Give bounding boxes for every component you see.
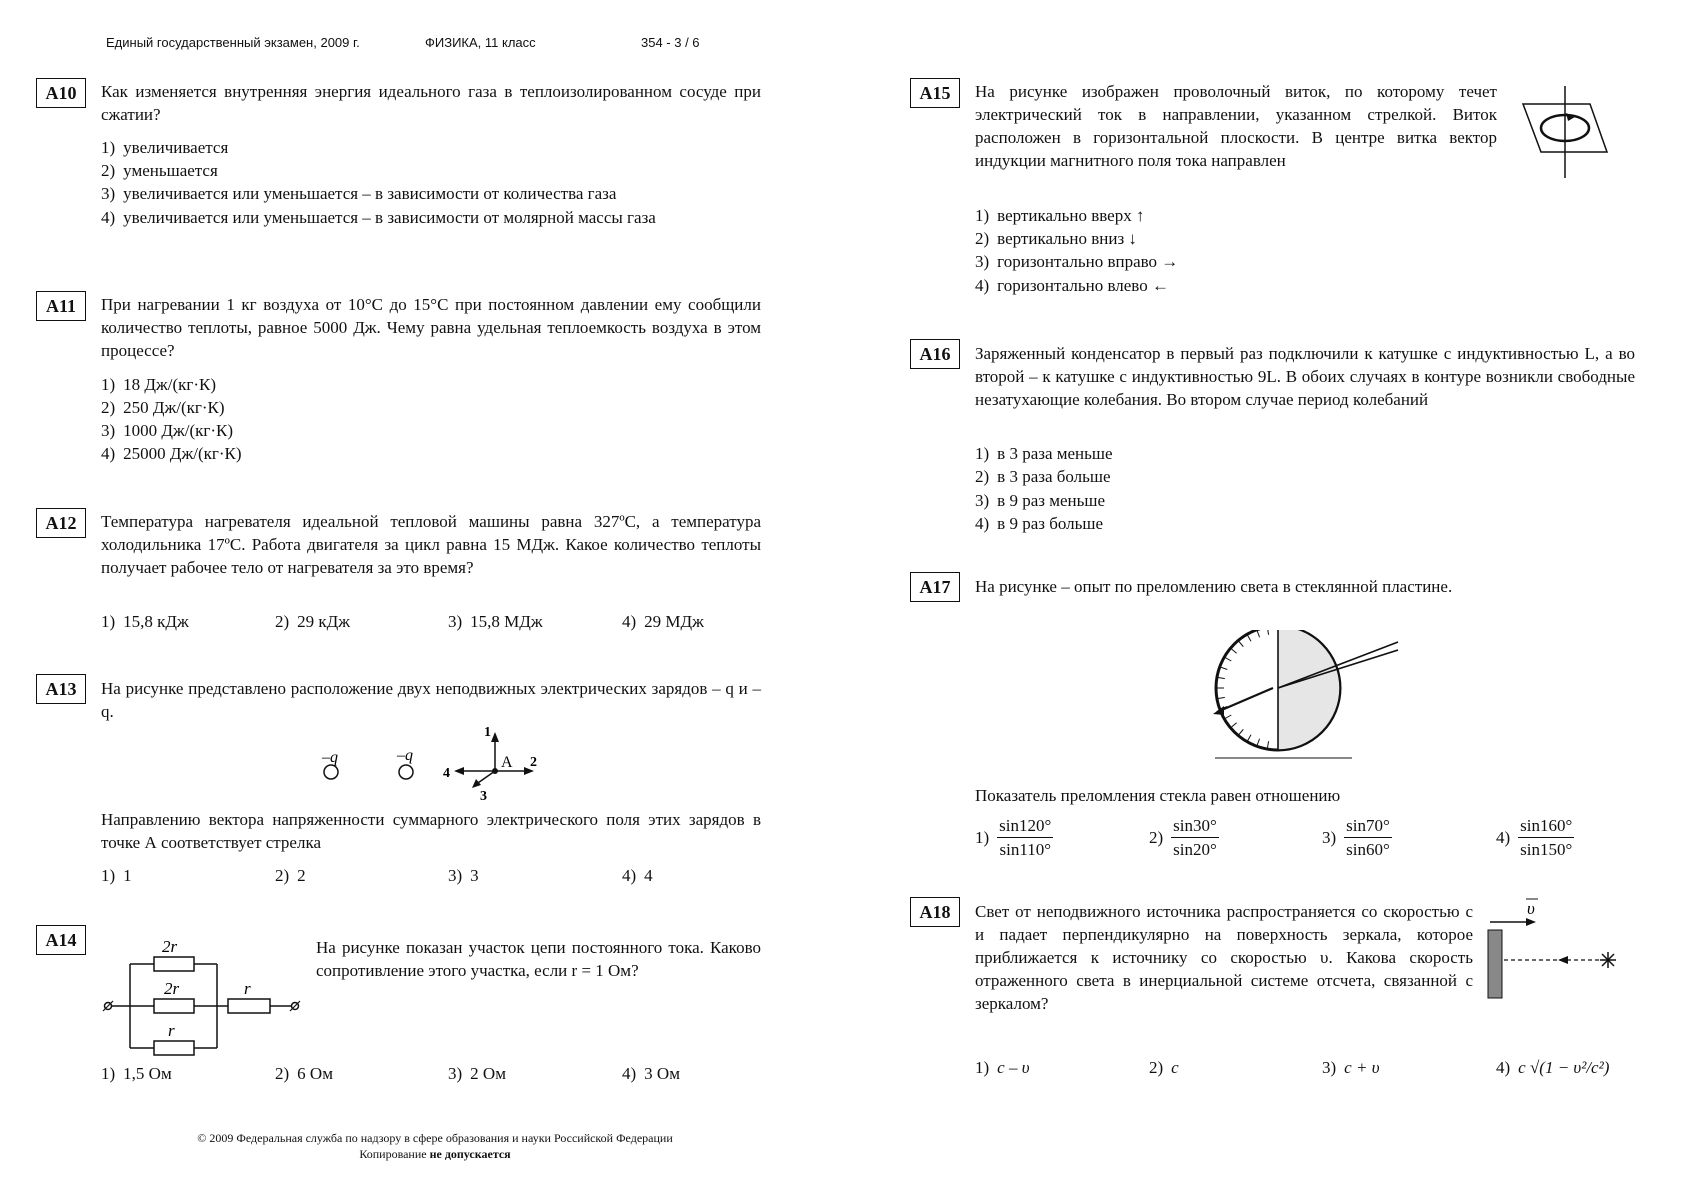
- light-source-icon: [1600, 952, 1616, 968]
- option-a10-3[interactable]: 3) увеличивается или уменьшается – в зависимости от количества газа: [101, 184, 617, 203]
- header-exam: Единый государственный экзамен, 2009 г.: [106, 35, 360, 50]
- header-subject: ФИЗИКА, 11 класс: [425, 35, 536, 50]
- option-a15-4[interactable]: 4) горизонтально влево ←: [975, 276, 1169, 295]
- footer-copy-notice: Копирование не допускается: [359, 1147, 511, 1161]
- resistor-2r-top: [154, 957, 194, 971]
- question-label-a14: A14: [36, 925, 86, 955]
- option-a12-4[interactable]: 4) 29 МДж: [622, 612, 704, 631]
- arrow-label-4: 4: [443, 766, 450, 781]
- question-text-a18: Свет от неподвижного источника распространяется со скоростью c и падает перпендикулярно на поверхность зеркала, которое приближается к источнику со скоростью υ. Какова скорость отраженного света в инерциальной системе отсчета, связанной с зеркалом?: [975, 902, 1473, 1013]
- option-a16-2[interactable]: 2) в 3 раза больше: [975, 467, 1111, 486]
- option-a13-3[interactable]: 3) 3: [448, 866, 479, 885]
- option-a16-3[interactable]: 3) в 9 раз меньше: [975, 491, 1105, 510]
- footer-copyright: © 2009 Федеральная служба по надзору в сфере образования и науки Российской Федерации: [197, 1131, 673, 1145]
- option-a14-4[interactable]: 4) 3 Ом: [622, 1064, 680, 1083]
- question-label-a16: A16: [910, 339, 960, 369]
- option-a17-2[interactable]: 2) $\frac{\sin 30^\circ}{\sin 20^\circ}$: [1149, 816, 1217, 859]
- question-text-a12: Температура нагревателя идеальной тепловой машины равна 327ºС, а температура холодильника 17ºС. Работа двигателя за цикл равна 15 МДж. Какое количество теплоты получает рабочее тело от нагревателя за это время?: [101, 512, 761, 577]
- charge-1-icon: [324, 765, 338, 779]
- question-label-a12: A12: [36, 508, 86, 538]
- option-a12-1[interactable]: 1) 15,8 кДж: [101, 612, 189, 631]
- velocity-label: υ: [1527, 899, 1535, 918]
- question-text-a11: При нагревании 1 кг воздуха от 10°С до 15°С при постоянном давлении ему сообщили количество теплоты, равное 5000 Дж. Чему равна удельная теплоемкость воздуха в этом процессе?: [101, 295, 761, 360]
- charges-figure: [310, 722, 550, 802]
- charge-2-icon: [399, 765, 413, 779]
- protractor-tick: [1257, 739, 1260, 747]
- mirror-icon: [1488, 930, 1502, 998]
- arrow-label-1: 1: [484, 725, 491, 740]
- protractor-tick: [1231, 723, 1237, 728]
- option-a15-1[interactable]: 1) вертикально вверх ↑: [975, 206, 1145, 225]
- question-text-a13: На рисунке представлено расположение двух неподвижных электрических зарядов – q и – q.: [101, 679, 761, 721]
- option-a18-4[interactable]: 4) c √(1 − υ²/c²): [1496, 1058, 1610, 1077]
- protractor-tick: [1224, 657, 1231, 661]
- question-text2-a17: Показатель преломления стекла равен отношению: [975, 786, 1341, 805]
- protractor-tick: [1247, 735, 1251, 742]
- option-a11-3[interactable]: 3) 1000 Дж/(кг·К): [101, 421, 234, 440]
- question-text-a16: Заряженный конденсатор в первый раз подключили к катушке с индуктивностью L, а во второй – к катушке с индуктивностью 9L. В обоих случаях в контуре возникли свободные незатухающие колебания. Во втором случае период колебаний: [975, 344, 1635, 409]
- coil-figure: [1515, 82, 1615, 182]
- arrow-up-icon: [491, 732, 499, 742]
- question-text-a17: На рисунке – опыт по преломлению света в стеклянной пластине.: [975, 577, 1453, 596]
- label-r2: 2r: [164, 979, 180, 998]
- option-a10-4[interactable]: 4) увеличивается или уменьшается – в зависимости от молярной массы газа: [101, 208, 656, 227]
- option-a13-4[interactable]: 4) 4: [622, 866, 653, 885]
- question-label-a13: A13: [36, 674, 86, 704]
- question-label-a10: A10: [36, 78, 86, 108]
- velocity-arrow-icon: [1526, 918, 1536, 926]
- option-a15-2[interactable]: 2) вертикально вниз ↓: [975, 229, 1137, 248]
- charge-2-label: –q: [397, 747, 413, 764]
- protractor-tick: [1220, 667, 1228, 670]
- protractor-tick: [1224, 715, 1231, 719]
- question-label-a15: A15: [910, 78, 960, 108]
- arrow-left-icon: [454, 767, 464, 775]
- arrow-label-2: 2: [530, 755, 537, 770]
- point-a-label: A: [501, 754, 513, 771]
- option-a16-4[interactable]: 4) в 9 раз больше: [975, 514, 1104, 533]
- option-a17-1[interactable]: 1) $\frac{\sin 120^\circ}{\sin 110^\circ}$: [975, 816, 1052, 859]
- option-a14-1[interactable]: 1) 1,5 Ом: [101, 1064, 172, 1083]
- protractor-tick: [1247, 634, 1251, 641]
- resistor-r-bottom: [154, 1041, 194, 1055]
- question-text-a14: На рисунке показан участок цепи постоянного тока. Каково сопротивление этого участка, если r = 1 Ом?: [316, 938, 761, 980]
- arrow-down-left-icon: [472, 779, 481, 788]
- resistor-2r-middle: [154, 999, 194, 1013]
- option-a11-2[interactable]: 2) 250 Дж/(кг·К): [101, 398, 225, 417]
- header-page: 354 - 3 / 6: [641, 35, 700, 50]
- option-a10-2[interactable]: 2) уменьшается: [101, 161, 218, 180]
- resistor-r-series: [228, 999, 270, 1013]
- protractor-tick: [1238, 729, 1243, 735]
- glass-half-disc: [1278, 630, 1340, 750]
- circuit-figure: [100, 932, 310, 1062]
- label-r4: r: [244, 979, 251, 998]
- option-a12-2[interactable]: 2) 29 кДж: [275, 612, 351, 631]
- charge-1-label: –q: [322, 749, 338, 766]
- protractor-tick: [1257, 630, 1260, 637]
- option-a18-1[interactable]: 1) c – υ: [975, 1058, 1030, 1077]
- question-label-a18: A18: [910, 897, 960, 927]
- option-a17-4[interactable]: 4) $\frac{\sin 160^\circ}{\sin 150^\circ}$: [1496, 816, 1573, 859]
- option-a18-3[interactable]: 3) c + υ: [1322, 1058, 1380, 1077]
- option-a18-2[interactable]: 2) c: [1149, 1058, 1179, 1077]
- option-a13-1[interactable]: 1) 1: [101, 866, 132, 885]
- question-label-a17: A17: [910, 572, 960, 602]
- question-text2-a13: Направлению вектора напряженности суммарного электрического поля этих зарядов в точке А соответствует стрелка: [101, 810, 761, 852]
- option-a15-3[interactable]: 3) горизонтально вправо →: [975, 252, 1179, 271]
- option-a12-3[interactable]: 3) 15,8 МДж: [448, 612, 543, 631]
- label-r1: 2r: [162, 937, 178, 956]
- label-r3: r: [168, 1021, 175, 1040]
- refraction-figure: [1205, 630, 1410, 765]
- question-label-a11: A11: [36, 291, 86, 321]
- arrow-label-3: 3: [480, 789, 487, 802]
- option-a16-1[interactable]: 1) в 3 раза меньше: [975, 444, 1113, 463]
- option-a14-3[interactable]: 3) 2 Ом: [448, 1064, 506, 1083]
- question-text-a15: На рисунке изображен проволочный виток, по которому течет электрический ток в направлении, указанном стрелкой. Виток расположен в горизонтальной плоскости. В центре витка вектор индукции магнитного поля тока направлен: [975, 82, 1497, 170]
- option-a10-1[interactable]: 1) увеличивается: [101, 138, 229, 157]
- option-a11-4[interactable]: 4) 25000 Дж/(кг·К): [101, 444, 242, 463]
- protractor-tick: [1267, 630, 1268, 635]
- option-a17-3[interactable]: 3) $\frac{\sin 70^\circ}{\sin 60^\circ}$: [1322, 816, 1390, 859]
- option-a11-1[interactable]: 1) 18 Дж/(кг·К): [101, 375, 217, 394]
- protractor-tick: [1231, 648, 1237, 653]
- question-text-a10: Как изменяется внутренняя энергия идеального газа в теплоизолированном сосуде при сжатии?: [101, 82, 761, 124]
- light-arrow-icon: [1558, 956, 1568, 964]
- mirror-figure: [1482, 896, 1622, 1006]
- option-a13-2[interactable]: 2) 2: [275, 866, 306, 885]
- protractor-tick: [1238, 641, 1243, 647]
- option-a14-2[interactable]: 2) 6 Ом: [275, 1064, 333, 1083]
